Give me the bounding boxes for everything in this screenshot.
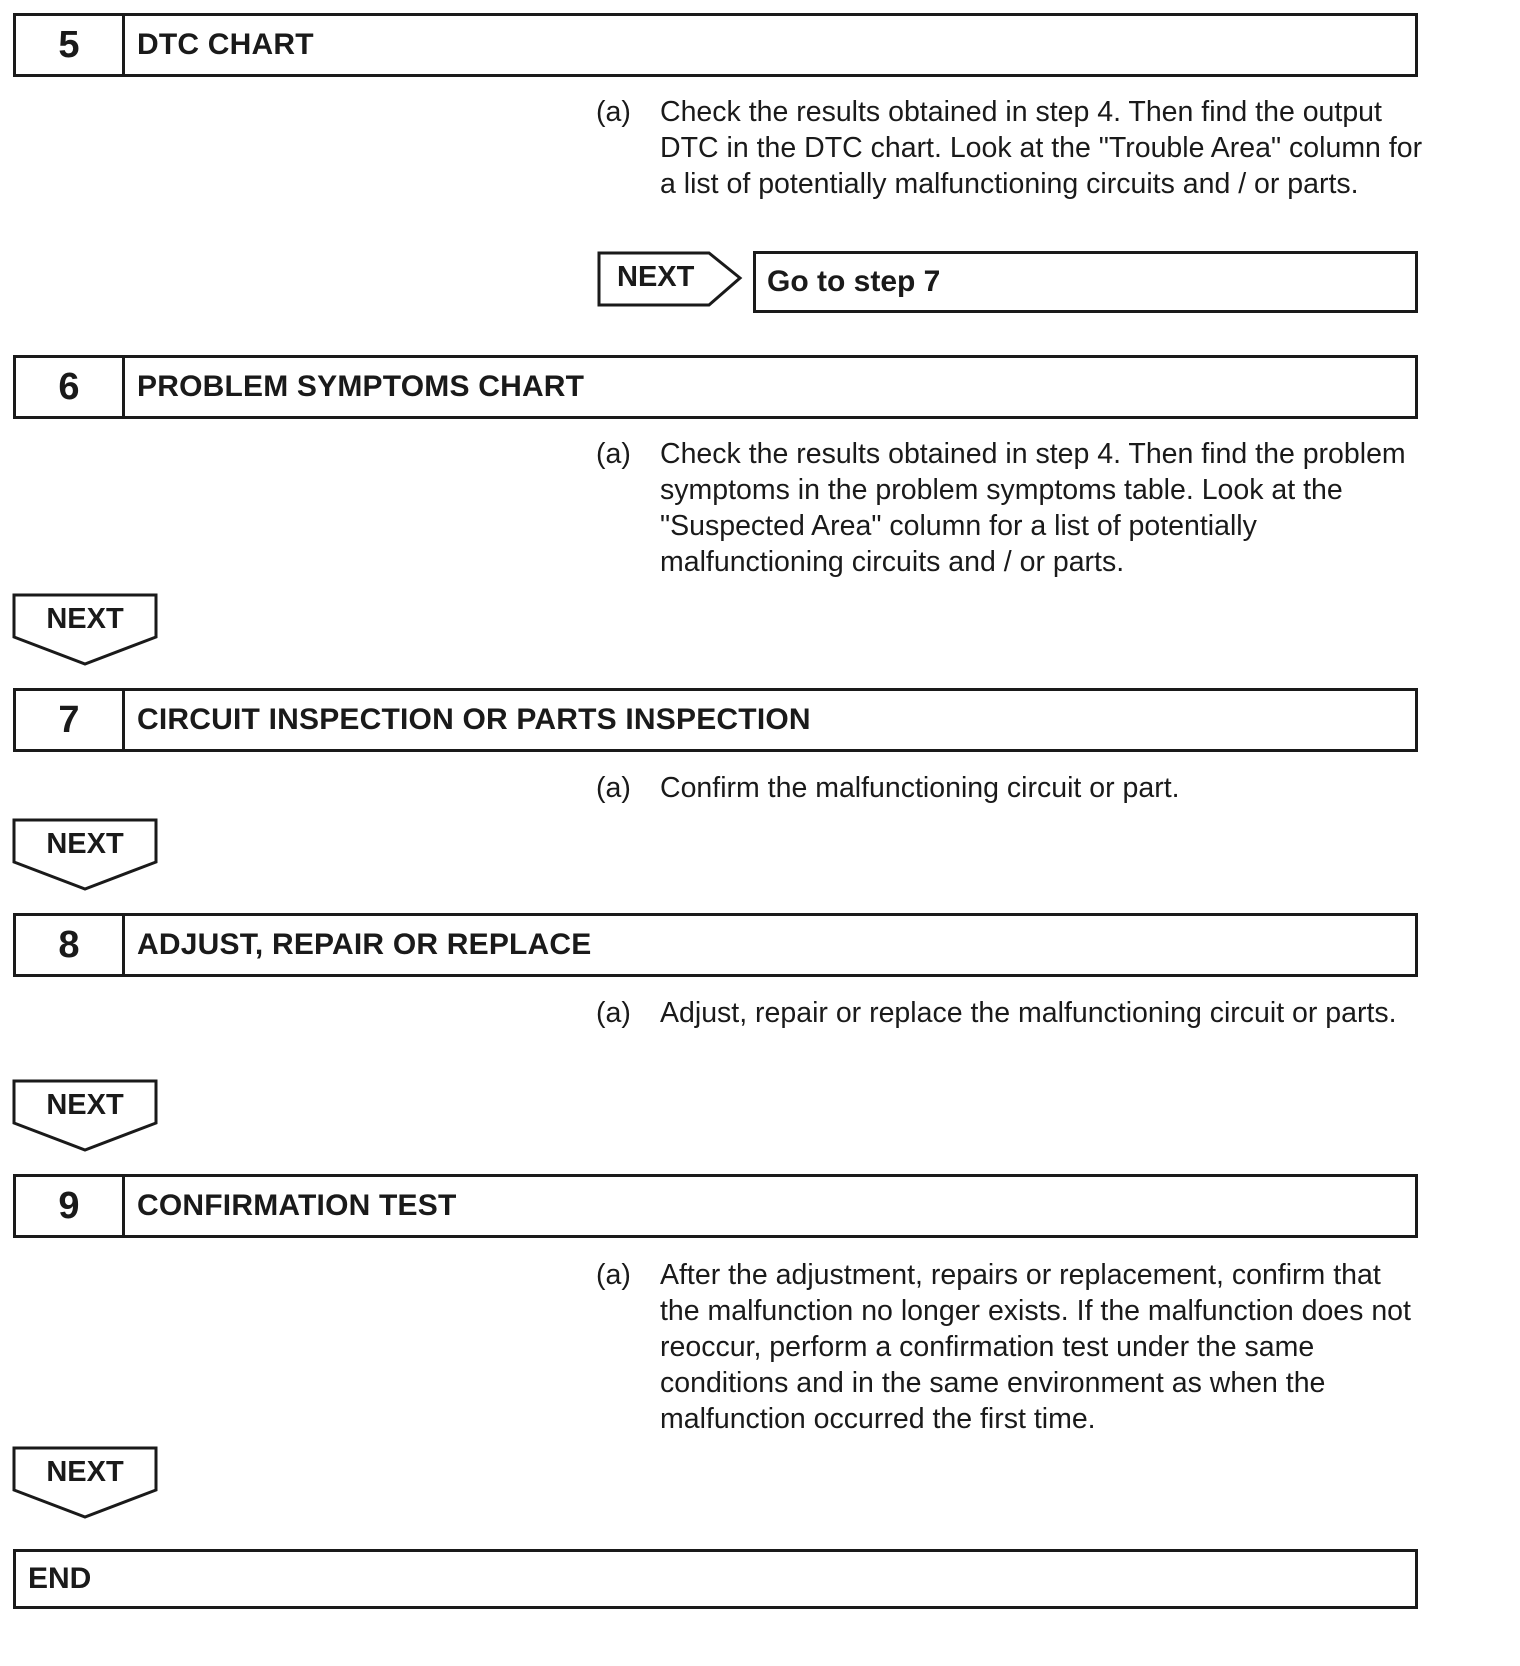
next-down-button[interactable]: [12, 818, 158, 892]
step-title: DTC CHART: [137, 28, 314, 61]
instruction-text: After the adjustment, repairs or replacement, confirm that the malfunction no longer exists. If the malfunction does not reoccur, perform a confirmation test under the same conditions and in the same environment as when the malfunction occurred the first time.: [660, 1259, 1411, 1435]
step-number: 9: [16, 1177, 125, 1235]
step-6-header: [13, 355, 1418, 419]
step-9-instruction: [596, 1257, 1426, 1437]
step-5-instruction: [596, 94, 1426, 202]
next-label: NEXT: [617, 261, 695, 293]
next-label: NEXT: [46, 603, 124, 635]
next-down-button[interactable]: [12, 1446, 158, 1520]
instruction-text: Adjust, repair or replace the malfunctioning circuit or parts.: [660, 997, 1397, 1029]
instruction-label: (a): [596, 1259, 631, 1291]
instruction-label: (a): [596, 772, 631, 804]
step-number: 8: [16, 916, 125, 974]
step-number: 5: [16, 16, 125, 74]
instruction-text: Confirm the malfunctioning circuit or part.: [660, 772, 1180, 804]
step-8-header: [13, 913, 1418, 977]
step-5-header: [13, 13, 1418, 77]
step-number: 6: [16, 358, 125, 416]
step-6-instruction: [596, 436, 1426, 580]
instruction-label: (a): [596, 96, 631, 128]
step-8-instruction: [596, 995, 1426, 1031]
instruction-label: (a): [596, 997, 631, 1029]
end-box: END: [13, 1549, 1418, 1609]
step-9-header: [13, 1174, 1418, 1238]
goto-step-7[interactable]: Go to step 7: [753, 251, 1418, 313]
next-down-button[interactable]: [12, 593, 158, 667]
step-7-header: [13, 688, 1418, 752]
step-title: PROBLEM SYMPTOMS CHART: [137, 370, 585, 403]
next-down-button[interactable]: [12, 1079, 158, 1153]
instruction-text: Check the results obtained in step 4. Then find the problem symptoms in the problem symptoms table. Look at the "Suspected Area" column for a list of potentially malfunctioning circuits and / or parts.: [660, 438, 1406, 578]
step-title: CIRCUIT INSPECTION OR PARTS INSPECTION: [137, 703, 811, 736]
step-7-instruction: [596, 770, 1426, 806]
instruction-text: Check the results obtained in step 4. Then find the output DTC in the DTC chart. Look at the "Trouble Area" column for a list of potentially malfunctioning circuits and / or parts.: [660, 96, 1423, 200]
step-title: ADJUST, REPAIR OR REPLACE: [137, 928, 592, 961]
instruction-label: (a): [596, 438, 631, 470]
next-label: NEXT: [46, 1456, 124, 1488]
next-label: NEXT: [46, 1089, 124, 1121]
step-number: 7: [16, 691, 125, 749]
step-title: CONFIRMATION TEST: [137, 1189, 457, 1222]
next-right-button[interactable]: [597, 251, 744, 307]
next-label: NEXT: [46, 828, 124, 860]
